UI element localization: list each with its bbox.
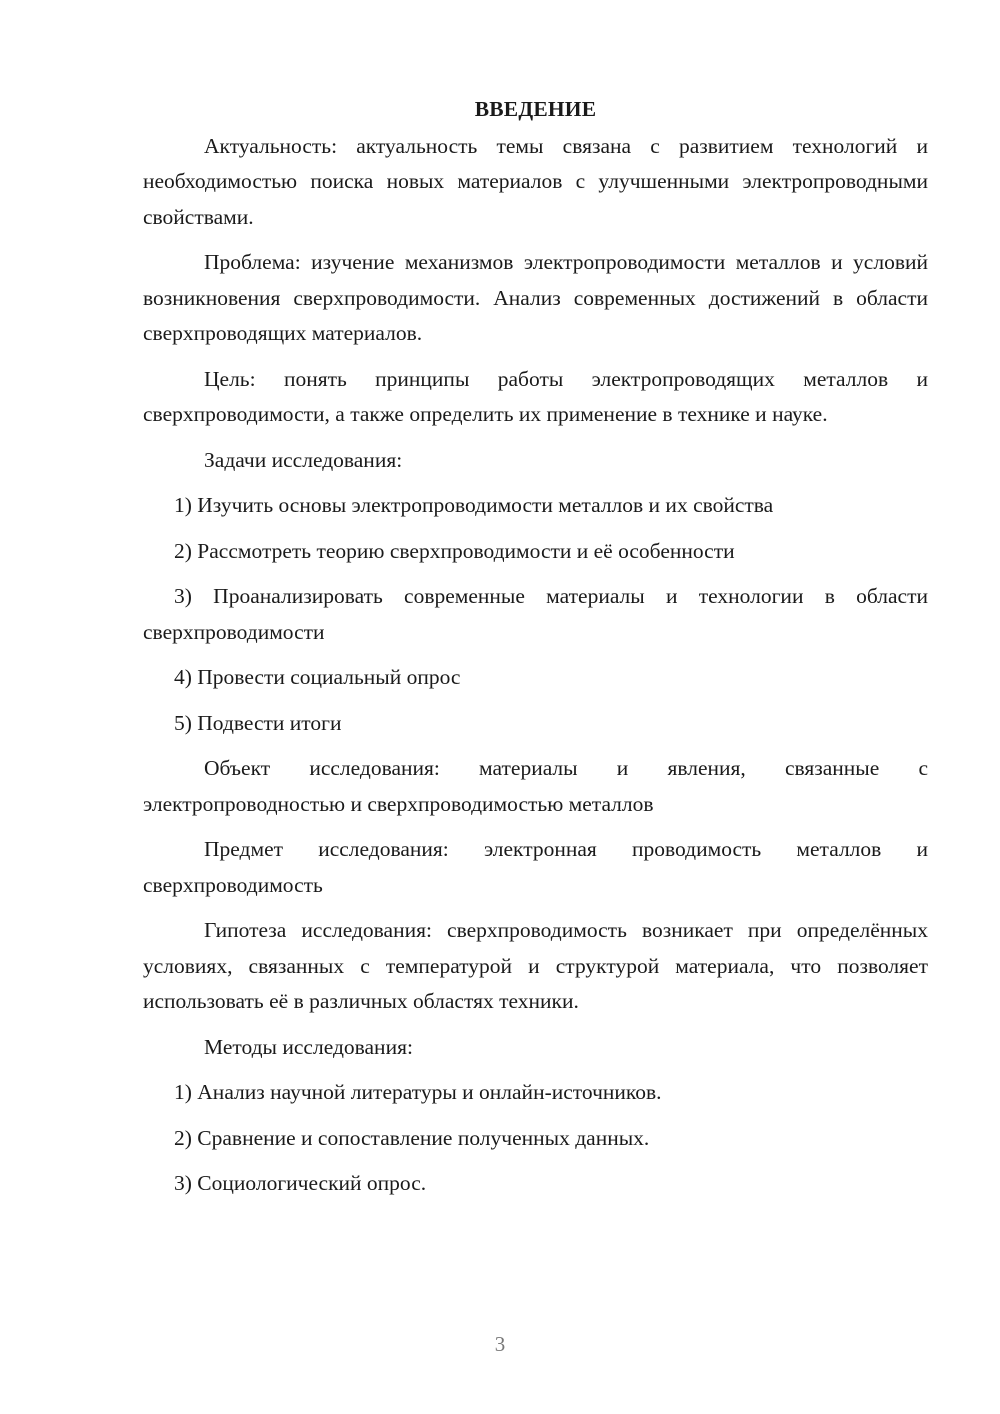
methods-heading: Методы исследования: xyxy=(204,1034,413,1059)
task-item: 5) Подвести итоги xyxy=(174,710,342,735)
object-paragraph: Объект исследования: материалы и явления, связанные с электропроводностью и сверхпроводимостью металлов xyxy=(143,756,928,816)
problem-paragraph: Проблема: изучение механизмов электропроводимости металлов и условий возникновения сверхпроводимости. Анализ современных достижений в области сверхпроводящих материалов. xyxy=(143,250,928,345)
tasks-heading: Задачи исследования: xyxy=(204,447,403,472)
goal-paragraph: Цель: понять принципы работы электропроводящих металлов и сверхпроводимости, а также определить их применение в технике и науке. xyxy=(143,366,928,426)
document-page xyxy=(143,92,928,1212)
page-number: 3 xyxy=(494,1332,506,1356)
method-item: 3) Социологический опрос. xyxy=(174,1171,427,1195)
task-item: 3) Проанализировать современные материалы и технологии в области сверхпроводимости xyxy=(143,584,928,644)
hypothesis-paragraph: Гипотеза исследования: сверхпроводимость возникает при определённых условиях, связанных с температурой и структурой материала, что позволяет использовать её в различных областях техники. xyxy=(143,918,928,1013)
task-item: 2) Рассмотреть теорию сверхпроводимости и её особенности xyxy=(174,538,735,563)
relevance-paragraph: Актуальность: актуальность темы связана с развитием технологий и необходимостью поиска новых материалов с улучшенными электропроводными свойствами. xyxy=(143,133,928,229)
subject-paragraph: Предмет исследования: электронная проводимость металлов и сверхпроводимость xyxy=(143,837,928,897)
method-item: 1) Анализ научной литературы и онлайн-источников. xyxy=(174,1080,662,1104)
task-item: 4) Провести социальный опрос xyxy=(174,665,461,689)
document-title: ВВЕДЕНИЕ xyxy=(474,97,597,121)
task-item: 1) Изучить основы электропроводимости металлов и их свойства xyxy=(174,493,774,517)
method-item: 2) Сравнение и сопоставление полученных данных. xyxy=(174,1125,650,1150)
